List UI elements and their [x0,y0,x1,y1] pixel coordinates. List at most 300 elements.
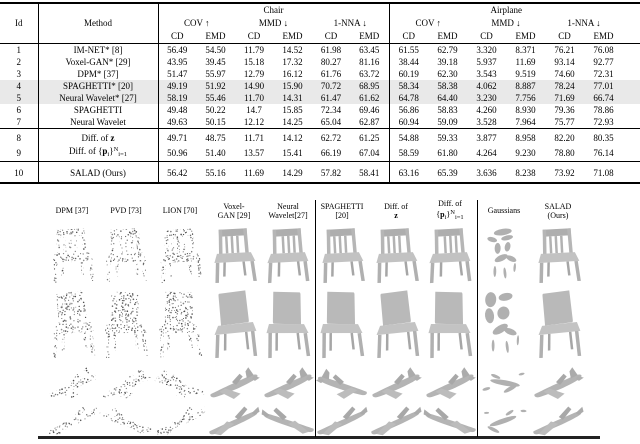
figure-column-label-0 [45,197,99,224]
value-cell: 79.36 [554,105,575,115]
figure-group-divider [477,200,478,437]
figure-column-label-6 [369,197,423,224]
text-part: DPM [37] [55,206,89,215]
metrics-table [0,2,640,184]
value-cell: 64.40 [428,92,467,104]
shape-airplane [423,363,477,401]
fig-cell-r3-c2 [153,403,207,439]
id-cell: 9 [0,144,38,162]
metric-header-cov-airplane: COV ↑ [415,18,442,28]
shape-chair [261,288,315,360]
value-cell: 72.31 [593,69,614,79]
value-cell: 58.38 [428,80,467,92]
text-part: SPAGHETTI [73,105,123,115]
value-cell: 76.14 [593,147,614,158]
text-part: p [440,210,445,219]
shape-airplane [153,363,207,401]
text-part: Neural Wavelet [70,117,126,127]
sub-header-cd: CD [467,30,506,44]
sub-header-emd: EMD [506,30,545,44]
method-cell [38,68,158,80]
metric-header-1nna-chair: 1-NNA ↓ [312,17,389,30]
value-cell: 14.31 [273,92,312,104]
label-line [548,211,569,220]
value-cell: 50.96 [167,147,188,158]
value-cell: 58.19 [158,92,196,104]
value-cell: 69.46 [350,104,389,116]
label-line [488,206,520,215]
value-cell: 71.69 [545,92,584,104]
value-cell: 38.44 [398,57,419,67]
text-part: z [110,133,115,143]
label-line [163,206,197,215]
fig-cell-r0-c4 [261,224,315,286]
text-part: Diff. of [384,201,408,211]
id-cell: 2 [0,56,38,68]
shape-airplane [315,363,369,401]
value-cell: 14.12 [273,129,312,145]
figure-column-label-4 [261,197,315,224]
fig-cell-r2-c8 [477,362,531,403]
shape-airplane [369,405,423,437]
fig-cell-r3-c1 [99,403,153,439]
shape-chair [369,288,423,360]
value-cell: 77.01 [584,80,623,92]
fig-cell-r3-c7 [423,403,477,439]
text-part: Voxel-GAN* [29] [65,57,131,67]
text-part: Diff. of [438,199,462,208]
id-cell: 1 [0,44,38,57]
shape-chair [99,288,153,360]
label-line [223,202,244,211]
spacer-cell [623,162,640,184]
shape-chair [369,226,423,284]
spacer-col [623,3,640,44]
text-part: GAN [29] [217,210,251,220]
text-part: } [446,210,451,219]
value-cell: 61.80 [437,147,458,158]
sub-header-emd: EMD [196,30,235,44]
value-cell: 14.29 [273,162,312,184]
text-part: SALAD [544,201,572,211]
value-cell: 3.636 [467,162,506,184]
text-part: { [436,210,441,219]
method-cell [38,144,158,162]
shape-airplane [207,363,261,401]
value-cell: 78.80 [554,147,575,158]
shape-airplane [423,405,477,437]
fig-cell-r2-c0 [45,362,99,403]
fig-cell-r0-c0 [45,224,99,286]
text-part: SALAD (Ours) [70,167,126,178]
value-cell: 67.04 [350,144,389,162]
fig-cell-r0-c5 [315,224,369,286]
label-line [384,202,408,211]
text-part: IM-NET* [8] [73,45,123,55]
value-cell: 82.20 [545,129,584,145]
value-cell: 8.887 [506,80,545,92]
metric-header-1nna-airplane: 1-NNA ↓ [567,18,601,28]
figure-column-label-2 [153,197,207,224]
value-cell: 61.98 [320,45,342,55]
method-cell [38,104,158,116]
text-part: } [109,146,114,156]
value-cell: 49.63 [167,117,188,127]
value-cell: 66.19 [320,147,342,158]
value-cell: 58.83 [437,105,458,115]
value-cell: 51.47 [167,69,188,79]
col-header-id: Id [0,3,38,44]
value-cell: 48.75 [196,129,235,145]
shape-chair [153,288,207,360]
text-part: DPM* [37] [77,69,119,79]
sub-header-cd: CD [158,30,196,44]
value-cell: 58.59 [398,147,419,158]
value-cell: 55.97 [205,69,226,79]
method-cell [38,92,158,104]
shape-chair [315,288,369,360]
shape-airplane [531,405,585,437]
value-cell: 3.230 [467,92,506,104]
value-cell: 62.30 [437,69,458,79]
sub-header-emd: EMD [428,30,467,44]
value-cell: 39.18 [437,57,458,67]
table-row [0,68,640,80]
value-cell: 60.19 [398,69,419,79]
shape-airplane [99,363,153,401]
shape-airplane [261,363,315,401]
fig-cell-r1-c1 [99,286,153,362]
text-part: N [113,146,119,153]
sub-header-cd: CD [235,30,273,44]
shape-chair [423,288,477,360]
value-cell: 4.264 [476,147,497,158]
text-part: SPAGHETTI* [20] [63,81,133,91]
fig-cell-r2-c4 [261,362,315,403]
fig-cell-r2-c3 [207,362,261,403]
fig-cell-r0-c9 [531,224,585,286]
shape-chair [45,288,99,360]
value-cell: 92.77 [593,57,614,67]
shape-chair [153,226,207,284]
value-cell: 68.95 [350,80,389,92]
fig-cell-r1-c5 [315,286,369,362]
value-cell: 49.19 [158,80,196,92]
fig-cell-r2-c9 [531,362,585,403]
fig-cell-r2-c6 [369,362,423,403]
text-part: SPAGHETTI [320,201,364,211]
spacer-cell [623,44,640,57]
text-part: Voxel- [223,201,245,211]
shape-chair [261,226,315,284]
table-row [0,116,640,129]
value-cell: 78.24 [545,80,584,92]
value-cell: 61.76 [320,69,342,79]
label-line [110,206,141,215]
shape-airplane [207,405,261,437]
spacer-cell [623,116,640,129]
sub-header-cd: CD [545,30,584,44]
value-cell: 11.71 [235,129,273,145]
text-part: i [107,151,110,158]
text-part: i [444,214,447,221]
shape-chair [477,226,531,284]
figure-column-label-8 [477,197,531,224]
method-cell [38,44,158,57]
label-line [321,202,364,211]
value-cell: 7.964 [515,117,536,127]
value-cell: 14.7 [246,105,262,115]
fig-cell-r0-c3 [207,224,261,286]
value-cell: 14.90 [235,80,273,92]
label-line [545,202,572,211]
metric-header-mmd-chair: MMD ↓ [258,18,289,28]
value-cell: 61.55 [398,45,419,55]
shape-airplane [315,405,369,437]
value-cell: 4.260 [476,105,497,115]
value-cell: 65.04 [320,117,342,127]
spacer-cell [623,80,640,92]
value-cell: 61.25 [350,129,389,145]
text-part: i=1 [118,151,127,158]
id-cell: 6 [0,104,38,116]
value-cell: 58.34 [389,80,428,92]
spacer-cell [623,144,640,162]
value-cell: 14.52 [282,45,303,55]
value-cell: 15.90 [273,80,312,92]
label-line [277,202,299,211]
value-cell: 74.60 [554,69,575,79]
fig-cell-r3-c3 [207,403,261,439]
value-cell: 15.18 [243,57,265,67]
text-part: Wavelet[27] [268,210,308,220]
value-cell: 63.16 [389,162,428,184]
value-cell: 9.230 [515,147,536,158]
fig-cell-r2-c7 [423,362,477,403]
value-cell: 8.958 [506,129,545,145]
shape-airplane [477,405,531,437]
value-cell: 61.47 [312,92,350,104]
value-cell: 65.39 [428,162,467,184]
value-cell: 15.85 [282,105,303,115]
value-cell: 80.27 [320,57,342,67]
value-cell: 56.86 [398,105,419,115]
value-cell: 62.87 [350,116,389,129]
value-cell: 58.41 [350,162,389,184]
group-header-chair: Chair [158,3,389,17]
value-cell: 8.238 [506,162,545,184]
value-cell: 11.69 [515,57,536,67]
fig-cell-r0-c8 [477,224,531,286]
shape-chair [207,226,261,284]
value-cell: 78.86 [593,105,614,115]
fig-cell-r3-c9 [531,403,585,439]
value-cell: 4.062 [467,80,506,92]
spacer-cell [623,56,640,68]
value-cell: 13.57 [243,147,265,158]
method-cell [38,56,158,68]
label-line [268,211,307,220]
table-row [0,129,640,145]
value-cell: 5.937 [476,57,497,67]
id-cell: 3 [0,68,38,80]
shape-chair [207,288,261,360]
value-cell: 12.12 [243,117,265,127]
value-cell: 72.34 [320,105,342,115]
label-line [394,211,398,220]
value-cell: 11.70 [235,92,273,104]
value-cell: 15.41 [282,147,303,158]
value-cell: 11.69 [235,162,273,184]
table-row [0,162,640,184]
col-header-method: Method [38,3,158,44]
fig-cell-r3-c0 [45,403,99,439]
metric-header-cov-chair: COV ↑ [183,18,210,28]
value-cell: 81.16 [350,56,389,68]
shape-airplane [369,363,423,401]
value-cell: 55.16 [196,162,235,184]
shape-chair [423,226,477,284]
value-cell: 64.78 [389,92,428,104]
id-cell: 4 [0,80,38,92]
value-cell: 76.21 [554,45,575,55]
shape-airplane [99,405,153,437]
sub-header-emd: EMD [273,30,312,44]
shape-airplane [45,363,99,401]
table-row [0,144,640,162]
value-cell: 59.09 [437,117,458,127]
value-cell: 11.79 [244,45,264,55]
text-part: N [450,209,455,216]
value-cell: 63.45 [350,44,389,57]
method-cell [38,129,158,145]
fig-cell-r0-c1 [99,224,153,286]
shape-airplane [477,363,531,401]
sub-header-cd: CD [389,30,428,44]
text-part: Diff. of { [69,146,103,156]
figure-bottom-rule [38,436,600,439]
label-line [436,208,463,222]
table-row [0,104,640,116]
value-cell: 3.877 [467,129,506,145]
value-cell: 8.371 [515,45,536,55]
value-cell: 8.930 [515,105,536,115]
value-cell: 3.320 [476,45,497,55]
shape-airplane [153,405,207,437]
text-part: [20] [335,210,349,220]
text-part: p [102,146,108,156]
figure-column-label-1 [99,197,153,224]
value-cell: 63.72 [350,68,389,80]
fig-cell-r1-c9 [531,286,585,362]
value-cell: 17.32 [282,57,303,67]
value-cell: 60.94 [398,117,419,127]
value-cell: 3.528 [476,117,497,127]
fig-cell-r0-c7 [423,224,477,286]
value-cell: 54.88 [389,129,428,145]
label-line [56,206,89,215]
fig-cell-r2-c1 [99,362,153,403]
value-cell: 70.72 [312,80,350,92]
fig-cell-r2-c2 [153,362,207,403]
value-cell: 7.756 [506,92,545,104]
fig-cell-r0-c6 [369,224,423,286]
value-cell: 56.42 [158,162,196,184]
sub-header-cd: CD [312,30,350,44]
label-line [438,199,462,208]
shape-chair [531,288,585,360]
text-part: (Ours) [547,210,569,220]
figure-column-label-3 [207,197,261,224]
fig-cell-r1-c2 [153,286,207,362]
spacer-cell [623,68,640,80]
fig-cell-r1-c8 [477,286,531,362]
value-cell: 49.48 [167,105,188,115]
value-cell: 59.33 [428,129,467,145]
value-cell: 16.12 [282,69,303,79]
fig-cell-r1-c4 [261,286,315,362]
label-line [335,211,348,220]
value-cell: 76.08 [593,45,614,55]
value-cell: 51.40 [205,147,226,158]
value-cell: 51.92 [196,80,235,92]
value-cell: 50.15 [205,117,226,127]
value-cell: 61.62 [350,92,389,104]
fig-cell-r3-c6 [369,403,423,439]
figure-group-divider [315,200,316,437]
spacer-cell [623,104,640,116]
text-part: Gaussians [487,206,521,215]
shape-chair [531,226,585,284]
value-cell: 73.92 [545,162,584,184]
fig-cell-r3-c8 [477,403,531,439]
id-cell: 7 [0,116,38,129]
value-cell: 56.49 [167,45,188,55]
shape-chair [315,226,369,284]
fig-cell-r1-c0 [45,286,99,362]
value-cell: 80.35 [584,129,623,145]
shape-airplane [531,363,585,401]
method-cell [38,116,158,129]
table-row [0,56,640,68]
fig-cell-r2-c5 [315,362,369,403]
id-cell: 10 [0,162,38,184]
fig-cell-r3-c5 [315,403,369,439]
text-part: Diff. of [81,133,111,143]
shape-airplane [261,405,315,437]
text-part: z [394,210,398,220]
value-cell: 54.50 [205,45,226,55]
value-cell: 62.72 [312,129,350,145]
fig-cell-r1-c7 [423,286,477,362]
sub-header-emd: EMD [584,30,623,44]
value-cell: 3.543 [476,69,497,79]
table-row [0,80,640,92]
value-cell: 55.46 [196,92,235,104]
spacer-cell [623,129,640,145]
shape-airplane [45,405,99,437]
text-part: Neural [277,201,299,211]
metrics-table-wrap [0,2,640,184]
table-row [0,44,640,57]
value-cell: 71.08 [584,162,623,184]
value-cell: 12.79 [243,69,265,79]
shape-chair [45,226,99,284]
id-cell: 5 [0,92,38,104]
shape-chair [477,288,531,360]
fig-cell-r1-c6 [369,286,423,362]
group-header-airplane: Airplane [490,5,523,15]
